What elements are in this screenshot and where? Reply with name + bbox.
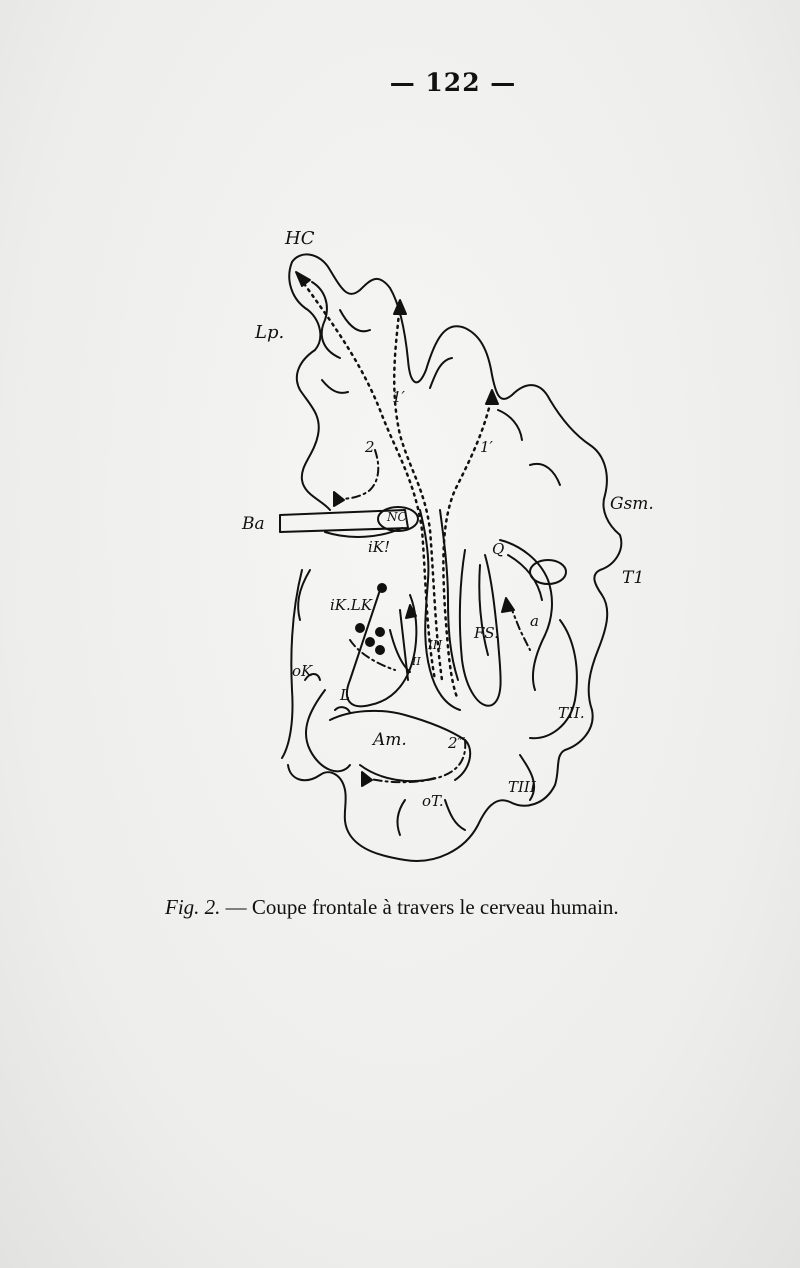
label-ik-lk: iK.LK [330, 596, 372, 614]
figure-caption [165, 895, 765, 920]
label-gsm: Gsm. [610, 494, 654, 514]
figure-caption-text: — Coupe frontale à travers le cerveau humain. [220, 895, 619, 919]
label-ok: oK [292, 662, 313, 680]
label-hc: HC [285, 228, 315, 249]
label-1-prime-upper: 1′ [392, 388, 405, 406]
label-ii: II [412, 655, 421, 668]
label-ik1: iK! [368, 538, 391, 556]
label-tiii: TIII [508, 778, 536, 796]
label-tii: TII. [558, 704, 585, 722]
cortex-outline [288, 254, 621, 861]
label-nc: NC [387, 510, 407, 524]
label-1-prime-lower: 1′ [480, 438, 493, 456]
brain-section-figure [230, 210, 670, 880]
label-lp: Lp. [255, 322, 285, 343]
label-fs: FS. [474, 624, 499, 642]
page-number: — 122 — [389, 68, 517, 97]
label-ot: oT. [422, 792, 444, 810]
fiber-tract-2 [335, 450, 378, 499]
label-l: L [340, 686, 350, 704]
label-t1: T1 [622, 568, 645, 588]
label-iii: III [428, 638, 443, 652]
figure-caption-label: Fig. 2. [165, 895, 221, 919]
medial-wall [289, 262, 330, 510]
brain-section-drawing [230, 210, 670, 880]
label-a: a [530, 612, 539, 630]
label-am: Am. [373, 730, 407, 750]
label-2-triple-prime: 2‴ [448, 734, 466, 752]
label-q: Q [492, 540, 505, 558]
label-2: 2 [365, 438, 375, 456]
label-ba: Ba [242, 514, 265, 534]
